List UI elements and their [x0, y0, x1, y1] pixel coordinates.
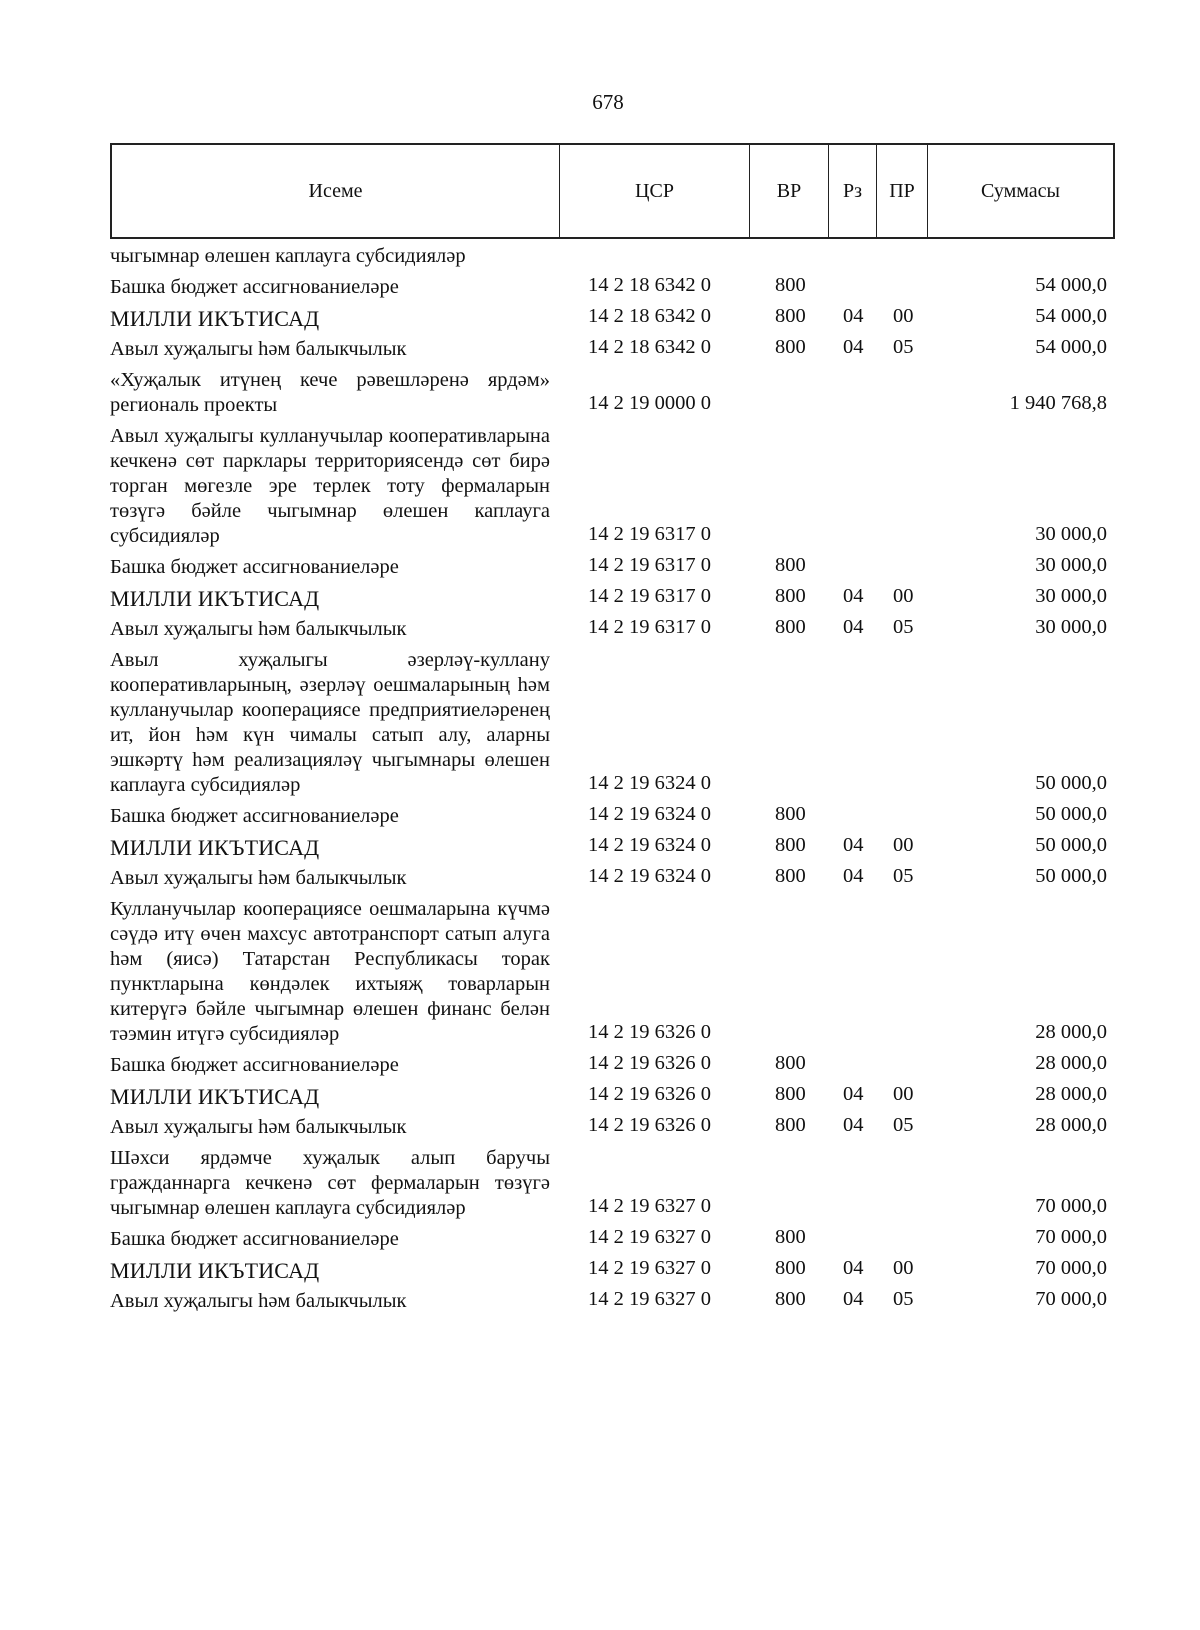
row-rz: 04 [843, 336, 864, 358]
row-rz: 04 [843, 616, 864, 638]
row-csr: 14 2 19 6324 0 [588, 772, 711, 794]
table-row [110, 615, 1115, 646]
row-sum: 70 000,0 [1035, 1226, 1107, 1248]
table-row [110, 1287, 1115, 1318]
table-header [110, 143, 1115, 239]
row-sum: 1 940 768,8 [1009, 392, 1107, 414]
row-name: Кулланучылар кооперациясе оешмаларына күчмә сәүдә итү өчен махсус автотранспорт сатып алуга һәм (яисә) Татарстан Республикасы торак пунктларына көндәлек ихтыяҗ товарларын китерүгә бәйле чыгымнар өлешен финанс белән тәэмин итүгә субсидияләр [110, 898, 550, 1045]
row-vr: 800 [775, 274, 806, 296]
row-name: Шәхси ярдәмче хуҗалык алып баручы гражданнарга кечкенә сөт фермаларын төзүгә чыгымнар өлешен каплауга субсидияләр [110, 1147, 550, 1219]
row-csr: 14 2 19 6324 0 [588, 834, 711, 856]
row-pr: 05 [893, 336, 914, 358]
table-row [110, 802, 1115, 833]
row-sum: 50 000,0 [1035, 834, 1107, 856]
row-name: чыгымнар өлешен каплауга субсидияләр [110, 245, 466, 267]
row-vr: 800 [775, 585, 806, 607]
row-csr: 14 2 19 6326 0 [588, 1114, 711, 1136]
row-name: Башка бюджет ассигнованиеләре [110, 276, 399, 298]
row-csr: 14 2 19 6327 0 [588, 1226, 711, 1248]
row-pr: 05 [893, 1114, 914, 1136]
table-row [110, 366, 1115, 422]
table-row [110, 1113, 1115, 1144]
row-csr: 14 2 19 6317 0 [588, 554, 711, 576]
header-sum: Суммасы [981, 179, 1060, 202]
table-row [110, 646, 1115, 802]
row-vr: 800 [775, 616, 806, 638]
row-sum: 28 000,0 [1035, 1114, 1107, 1136]
row-sum: 70 000,0 [1035, 1288, 1107, 1310]
row-sum: 50 000,0 [1035, 865, 1107, 887]
row-rz: 04 [843, 305, 864, 327]
table-row [110, 1051, 1115, 1082]
row-vr: 800 [775, 1257, 806, 1279]
row-sum: 70 000,0 [1035, 1195, 1107, 1217]
row-vr: 800 [775, 1226, 806, 1248]
table-row [110, 422, 1115, 553]
row-sum: 28 000,0 [1035, 1052, 1107, 1074]
row-vr: 800 [775, 336, 806, 358]
row-name: Авыл хуҗалыгы һәм балыкчылык [110, 867, 407, 889]
row-csr: 14 2 19 6317 0 [588, 523, 711, 545]
header-vr: ВР [750, 145, 829, 237]
row-csr: 14 2 19 6324 0 [588, 865, 711, 887]
table-row [110, 335, 1115, 366]
row-name: МИЛЛИ ИКЪТИСАД [110, 1084, 320, 1109]
header-csr: ЦСР [560, 145, 750, 237]
row-csr: 14 2 18 6342 0 [588, 274, 711, 296]
row-sum: 28 000,0 [1035, 1083, 1107, 1105]
row-sum: 50 000,0 [1035, 772, 1107, 794]
table-row [110, 304, 1115, 335]
row-vr: 800 [775, 865, 806, 887]
row-sum: 50 000,0 [1035, 803, 1107, 825]
row-pr: 00 [893, 1257, 914, 1279]
page-number: 678 [592, 90, 624, 114]
row-vr: 800 [775, 1083, 806, 1105]
row-name: Башка бюджет ассигнованиеләре [110, 805, 399, 827]
row-name: «Хуҗалык итүнең кече рәвешләренә ярдәм» региональ проекты [110, 369, 550, 416]
row-sum: 54 000,0 [1035, 336, 1107, 358]
row-rz: 04 [843, 1288, 864, 1310]
row-name: Башка бюджет ассигнованиеләре [110, 1054, 399, 1076]
row-name: Авыл хуҗалыгы һәм балыкчылык [110, 1116, 407, 1138]
row-rz: 04 [843, 865, 864, 887]
table-row [110, 864, 1115, 895]
row-sum: 70 000,0 [1035, 1257, 1107, 1279]
table-row [110, 1082, 1115, 1113]
row-name: Авыл хуҗалыгы һәм балыкчылык [110, 338, 407, 360]
row-pr: 00 [893, 585, 914, 607]
row-sum: 54 000,0 [1035, 274, 1107, 296]
row-csr: 14 2 19 6324 0 [588, 803, 711, 825]
table-row [110, 273, 1115, 304]
row-csr: 14 2 19 0000 0 [588, 392, 711, 414]
row-name: Авыл хуҗалыгы һәм балыкчылык [110, 618, 407, 640]
row-vr: 800 [775, 803, 806, 825]
row-csr: 14 2 18 6342 0 [588, 305, 711, 327]
row-csr: 14 2 19 6327 0 [588, 1257, 711, 1279]
row-csr: 14 2 19 6327 0 [588, 1288, 711, 1310]
row-csr: 14 2 19 6326 0 [588, 1083, 711, 1105]
row-rz: 04 [843, 1257, 864, 1279]
header-pr: ПР [877, 145, 928, 237]
table-row [110, 1256, 1115, 1287]
row-rz: 04 [843, 585, 864, 607]
row-pr: 00 [893, 305, 914, 327]
row-csr: 14 2 18 6342 0 [588, 336, 711, 358]
row-rz: 04 [843, 1083, 864, 1105]
row-sum: 30 000,0 [1035, 523, 1107, 545]
row-sum: 30 000,0 [1035, 585, 1107, 607]
row-csr: 14 2 19 6326 0 [588, 1021, 711, 1043]
row-name: МИЛЛИ ИКЪТИСАД [110, 586, 320, 611]
table-body [110, 242, 1115, 1318]
row-name: МИЛЛИ ИКЪТИСАД [110, 835, 320, 860]
row-name: МИЛЛИ ИКЪТИСАД [110, 306, 320, 331]
row-rz: 04 [843, 834, 864, 856]
row-name: Авыл хуҗалыгы һәм балыкчылык [110, 1290, 407, 1312]
table-row [110, 553, 1115, 584]
row-pr: 05 [893, 616, 914, 638]
row-name: Башка бюджет ассигнованиеләре [110, 1228, 399, 1250]
row-pr: 00 [893, 834, 914, 856]
row-name: Авыл хуҗалыгы кулланучылар кооперативларына кечкенә сөт парклары территориясендә сөт бирә торган мөгезле эре терлек тоту фермаларын төзүгә бәйле чыгымнар өлешен каплауга субсидияләр [110, 425, 550, 547]
row-vr: 800 [775, 834, 806, 856]
table-row [110, 242, 1115, 273]
header-rz: Рз [829, 145, 877, 237]
row-sum: 28 000,0 [1035, 1021, 1107, 1043]
row-vr: 800 [775, 1114, 806, 1136]
table-row [110, 833, 1115, 864]
row-name: Башка бюджет ассигнованиеләре [110, 556, 399, 578]
row-name: МИЛЛИ ИКЪТИСАД [110, 1258, 320, 1283]
row-csr: 14 2 19 6317 0 [588, 616, 711, 638]
row-vr: 800 [775, 1052, 806, 1074]
row-csr: 14 2 19 6326 0 [588, 1052, 711, 1074]
row-vr: 800 [775, 554, 806, 576]
row-name: Авыл хуҗалыгы әзерләү-куллану кооперативларының, әзерләү оешмаларының һәм кулланучылар кооперациясе предприятиеләренең ит, йон һәм күн чималы сатып алу, аларны эшкәртү һәм реализацияләү чыгымнары өлешен каплауга субсидияләр [110, 649, 550, 796]
row-sum: 54 000,0 [1035, 305, 1107, 327]
table-row [110, 584, 1115, 615]
row-vr: 800 [775, 305, 806, 327]
table-row [110, 1225, 1115, 1256]
row-csr: 14 2 19 6317 0 [588, 585, 711, 607]
row-pr: 05 [893, 865, 914, 887]
row-pr: 05 [893, 1288, 914, 1310]
row-sum: 30 000,0 [1035, 554, 1107, 576]
row-vr: 800 [775, 1288, 806, 1310]
header-name: Исеме [112, 145, 560, 237]
row-sum: 30 000,0 [1035, 616, 1107, 638]
row-rz: 04 [843, 1114, 864, 1136]
table-row [110, 1144, 1115, 1225]
table-row [110, 895, 1115, 1051]
row-pr: 00 [893, 1083, 914, 1105]
row-csr: 14 2 19 6327 0 [588, 1195, 711, 1217]
